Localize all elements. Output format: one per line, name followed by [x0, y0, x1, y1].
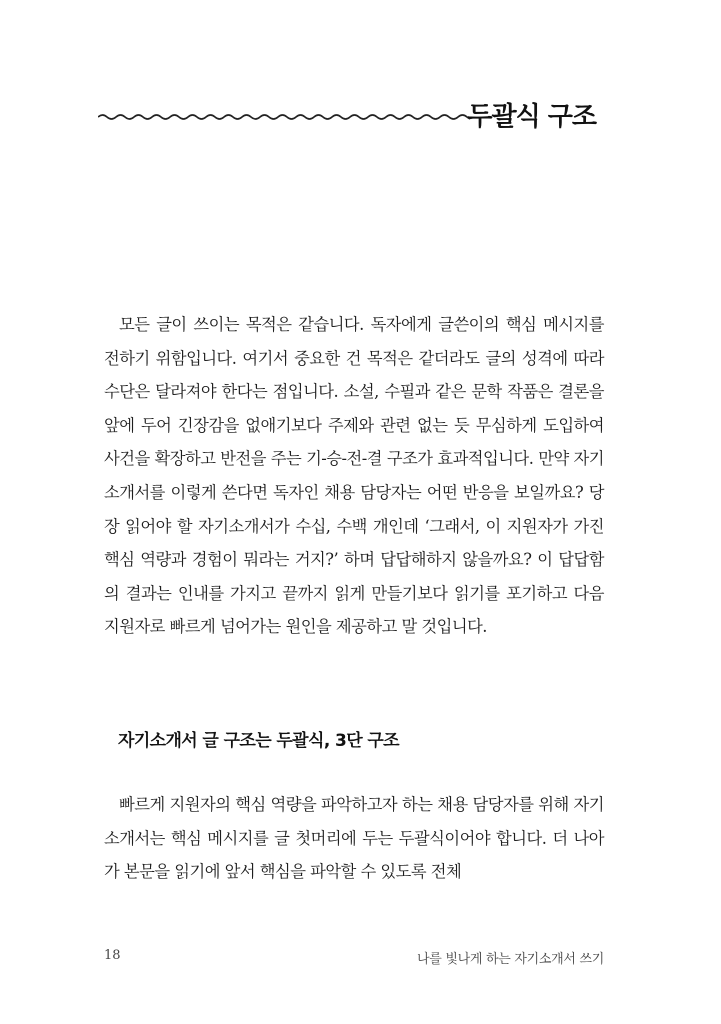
page-number: 18 [104, 948, 121, 963]
chapter-title: 두괄식 구조 [467, 102, 596, 132]
chapter-header [98, 95, 598, 139]
body-paragraph: 모든 글이 쓰이는 목적은 같습니다. 독자에게 글쓴이의 핵심 메시지를 전하기 위함입니다. 여기서 중요한 건 목적은 같더라도 글의 성격에 따라 수단은 달라져야 한다는 점입니다. 소설, 수필과 같은 문학 작품은 결론을 앞에 두어 긴장감을 없애기보다 주제와 관련 없는 듯 무심하게 도입하여 사건을 확장하고 반전을 주는 기-승-전-결 구조가 효과적입니다. 만약 자기소개서를 이렇게 쓴다면 독자인 채용 담당자는 어떤 반응을 보일까요? 당장 읽어야 할 자기소개서가 수십, 수백 개인데 ‘그래서, 이 지원자가 가진 핵심 역량과 경험이 뭐라는 거지?’ 하며 답답해하지 않을까요? 이 답답함의 결과는 인내를 가지고 끝까지 읽게 만들기보다 읽기를 포기하고 다음 지원자로 빠르게 넘어가는 원인을 제공하고 말 것입니다. [104, 315, 604, 637]
section-heading: 자기소개서 글 구조는 두괄식, 3단 구조 [118, 731, 400, 751]
page-footer [104, 948, 604, 968]
running-book-title: 나를 빛나게 하는 자기소개서 쓰기 [417, 952, 604, 967]
wave-ornament-icon [98, 107, 470, 127]
body-paragraph: 빠르게 지원자의 핵심 역량을 파악하고자 하는 채용 담당자를 위해 자기소개서는 핵심 메시지를 글 첫머리에 두는 두괄식이어야 합니다. 더 나아가 본문을 읽기에 앞서 핵심을 파악할 수 있도록 전체 [104, 795, 604, 882]
